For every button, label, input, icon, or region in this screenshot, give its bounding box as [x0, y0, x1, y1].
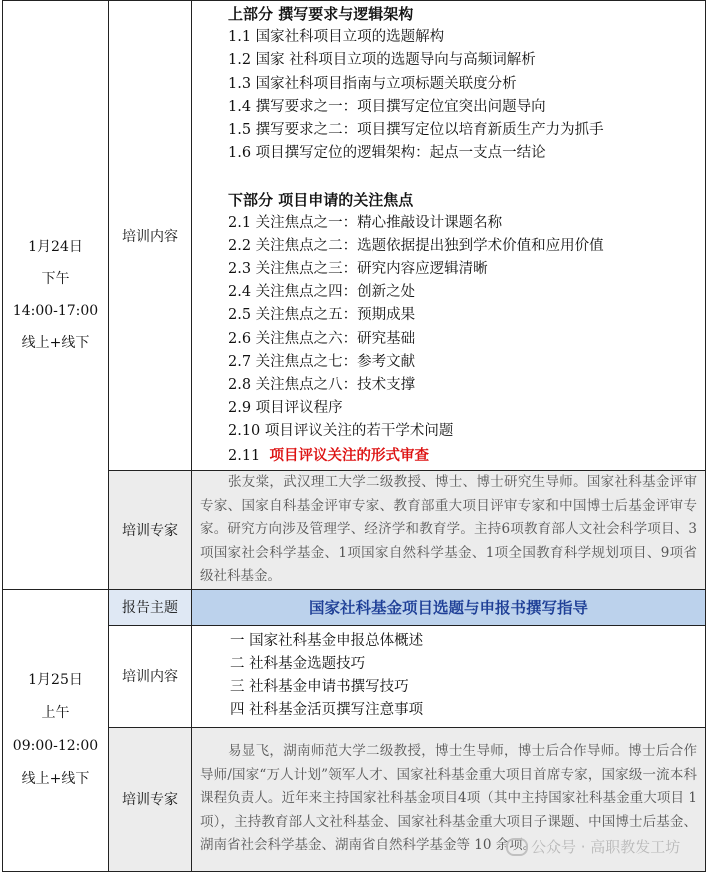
day2-content-item: 三 社科基金申请书撰写技巧 [230, 679, 409, 695]
day1-expert-label: 培训专家 [122, 522, 178, 539]
part2-item: 2.4 关注焦点之四：创新之处 [228, 284, 416, 301]
day2-mode: 线上+线下 [21, 771, 90, 787]
part2-item: 2.8 关注焦点之八：技术支撑 [228, 377, 416, 393]
blank-line [228, 165, 705, 188]
part2-item: 2.3 关注焦点之三：研究内容应逻辑清晰 [228, 261, 488, 278]
part2-item: 2.1 关注焦点之一：精心推敲设计课题名称 [228, 214, 503, 231]
day2-content-label: 培训内容 [122, 669, 178, 685]
day1-expert-cell [192, 471, 706, 590]
wechat-icon [506, 838, 528, 856]
part2-item: 2.6 关注焦点之六：研究基础 [228, 330, 416, 347]
day2-period: 上午 [41, 705, 70, 721]
day1-date-cell [3, 1, 109, 590]
part2-item: 2.10 项目评议关注的若干学术问题 [228, 423, 454, 440]
part1-item: 1.6 项目撰写定位的逻辑架构：起点一支点一结论 [228, 145, 546, 162]
part2-item: 2.7 关注焦点之七：参考文献 [228, 353, 416, 370]
watermark [506, 836, 680, 857]
day2-topic-label: 报告主题 [122, 600, 178, 616]
part2-item-last [228, 444, 705, 467]
day2-topic-cell [192, 589, 706, 625]
part2-item-last-text: 项目评议关注的形式审查 [269, 446, 430, 464]
day2-expert-bio: 易显飞，湖南师范大学二级教授，博士生导师，博士后合作导师。博士后合作导师/国家“万人计划”领军人才、国家社科基金重大项目首席专家，国家级一流本科课程负责人。近年来主持国家社科基金项目4项（其中主持国家社科基金重大项目 1 项），主持教育部人文社科基金、国家社科基金重大项目子课题、中国博士后基金、湖南省社会科学基金、湖南省自然科学基金等 10 余项。 [200, 743, 697, 854]
part2-item: 2.5 关注焦点之五：预期成果 [228, 307, 416, 324]
day1-period: 下午 [41, 270, 70, 287]
day2-content-label-cell [109, 625, 192, 727]
part2-item: 2.2 关注焦点之二：选题依据提出独到学术价值和应用价值 [228, 237, 604, 254]
day2-expert-label: 培训专家 [122, 792, 178, 808]
part1-item: 1.1 国家社科项目立项的选题解构 [228, 29, 445, 46]
schedule-table [2, 0, 706, 872]
day1-content-label-cell [109, 1, 192, 471]
day1-expert-label-cell [109, 471, 192, 590]
part1-item: 1.3 国家社科项目指南与立项标题关联度分析 [228, 75, 517, 92]
day2-topic: 国家社科基金项目选题与申报书撰写指导 [308, 598, 588, 617]
day2-expert-label-cell [109, 727, 192, 871]
part2-item-last-num: 2.11 [228, 447, 261, 464]
day2-content-item: 一 国家社科基金申报总体概述 [230, 632, 424, 649]
day2-content-item: 四 社科基金活页撰写注意事项 [230, 702, 424, 719]
part1-title: 上部分 撰写要求与逻辑架构 [228, 5, 414, 23]
part2-title: 下部分 项目申请的关注焦点 [228, 190, 414, 209]
watermark-text: 公众号 · 高职教发工坊 [531, 838, 681, 856]
day2-content-cell [192, 625, 706, 727]
day2-topic-label-cell [109, 589, 192, 625]
day1-expert-bio: 张友棠，武汉理工大学二级教授、博士、博士研究生导师。国家社科基金评审专家、国家自科基金评审专家、教育部重大项目评审专家和中国博士后基金评审专家。研究方向涉及管理学、经济学和教育学。主持6项教育部人文社会科学项目、3项国家社会科学基金、1项国家自然科学基金、1项全国教育科学规划项目、9项省级社科基金。 [200, 474, 697, 584]
day2-date-cell [3, 589, 109, 871]
part1-item: 1.5 撰写要求之二：项目撰写定位以培育新质生产力为抓手 [228, 121, 604, 138]
day1-mode: 线上+线下 [21, 334, 90, 351]
day2-date: 1月25日 [28, 672, 83, 688]
day1-date: 1月24日 [28, 238, 83, 255]
day2-time: 09:00-12:00 [12, 738, 99, 754]
part2-item: 2.9 项目评议程序 [228, 400, 343, 417]
day1-content-cell [192, 1, 706, 471]
day1-time: 14:00-17:00 [12, 302, 99, 319]
part1-item: 1.2 国家 社科项目立项的选题导向与高频词解析 [228, 52, 536, 69]
part1-item: 1.4 撰写要求之一：项目撰写定位宜突出问题导向 [228, 98, 546, 115]
day2-content-item: 二 社科基金选题技巧 [230, 655, 366, 672]
day1-content-label: 培训内容 [122, 228, 178, 245]
